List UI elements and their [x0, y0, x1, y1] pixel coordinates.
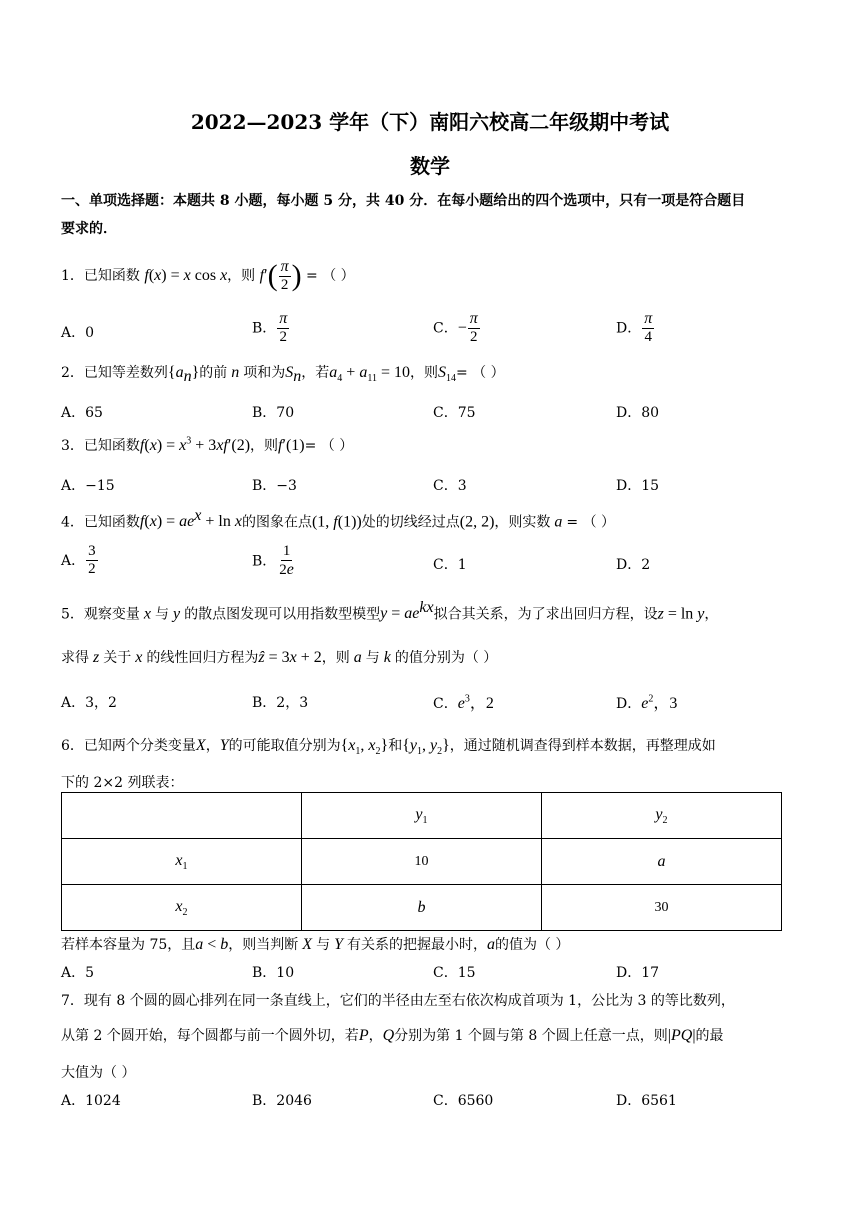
q6-option-c: C．15 — [433, 965, 476, 981]
q4-option-b: B． $\frac{1}{2e}$ — [252, 543, 294, 579]
q7-option-b: B．2046 — [252, 1093, 312, 1109]
q2-option-c: C．75 — [433, 405, 476, 421]
q5-option-b: B．2，3 — [252, 695, 309, 711]
q3-option-c: C．3 — [433, 478, 467, 494]
q2-option-d: D．80 — [616, 405, 660, 421]
q4-option-c: C．1 — [433, 557, 467, 573]
table-row-label-x1: $x_1$ — [62, 839, 302, 885]
table-header-y1: $y_1$ — [301, 793, 541, 839]
table-cell — [62, 793, 302, 839]
exam-title: 2022—2023 学年（下）南阳六校高二年级期中考试 — [190, 110, 670, 134]
question-6-line2: 下的 2×2 列联表： — [61, 775, 184, 791]
table-cell: 30 — [541, 885, 781, 931]
table-cell: a — [541, 839, 781, 885]
table-row — [62, 885, 782, 931]
q3-option-b: B．−3 — [252, 478, 297, 494]
q6-option-b: B．10 — [252, 965, 295, 981]
q1-option-d: D． $\frac{\pi}{4}$ — [616, 310, 653, 346]
question-3: 3．已知函数$f(x) = x^3 + 3xf'(2)$，则f′(1)= （ ） — [61, 435, 354, 454]
q7-option-c: C．6560 — [433, 1093, 494, 1109]
q5-option-c: C．$e^3$，2 — [433, 693, 494, 712]
table-row-label-x2: $x_2$ — [62, 885, 302, 931]
q2-option-b: B．70 — [252, 405, 295, 421]
q3-option-a: A．−15 — [61, 478, 115, 494]
q6-option-d: D．17 — [616, 965, 660, 981]
q2-option-a: A．65 — [61, 405, 103, 421]
table-cell: 10 — [301, 839, 541, 885]
q1-option-c: C．− $\frac{\pi}{2}$ — [433, 310, 478, 346]
contingency-table — [61, 792, 782, 931]
q6-option-a: A．5 — [61, 965, 95, 981]
q5-option-a: A．3，2 — [61, 695, 117, 711]
q4-option-a: A． $\frac{3}{2}$ — [61, 543, 96, 578]
q1-option-a: A．0 — [61, 325, 95, 341]
table-cell: b — [301, 885, 541, 931]
question-1: 1．已知函数 f(x) = x cos x，则 f′( $\frac{\pi}{2}$ ) = （ ） — [61, 257, 355, 294]
q7-option-d: D．6561 — [616, 1093, 677, 1109]
q1-option-b: B． $\frac{\pi}{2}$ — [252, 310, 288, 346]
table-header-y2: $y_2$ — [541, 793, 781, 839]
section-header-line2: 要求的． — [61, 221, 117, 237]
question-7-line2: 从第 2 个圆开始，每个圆都与前一个圆外切，若P，Q分别为第 1 个圆与第 8 个圆上任意一点，则|PQ|的最 — [61, 1027, 724, 1044]
question-7-line3: 大值为（ ） — [61, 1065, 136, 1081]
table-row — [62, 839, 782, 885]
question-7-line1: 7．现有 8 个圆的圆心排列在同一条直线上，它们的半径由左至右依次构成首项为 1，公比为 3 的等比数列， — [61, 993, 735, 1009]
q7-option-a: A．1024 — [61, 1093, 121, 1109]
q4-option-d: D．2 — [616, 557, 651, 573]
question-5-line2: 求得 z 关于 x 的线性回归方程为ẑ = 3x + 2，则 a 与 k 的值分别为（ ） — [61, 649, 498, 666]
question-2: 2．已知等差数列$\{a_n\}$的前 n 项和为$S_n$，若$a_4 + a_{11} = 10$，则$S_{14}=$ （ ） — [61, 364, 505, 386]
q3-option-d: D．15 — [616, 478, 660, 494]
question-4: 4．已知函数$f(x) = ae^x + \ln x$的图象在点(1, f(1))处的切线经过点(2, 2)，则实数 a = （ ） — [61, 507, 616, 531]
question-6-line1: 6．已知两个分类变量X，Y的可能取值分别为{$x_1$, $x_2$}和{$y_1$, $y_2$}，通过随机调查得到样本数据，再整理成如 — [61, 737, 716, 758]
question-5-line1: 5．观察变量 x 与 y 的散点图发现可以用指数型模型$y = ae^{kx}$拟合其关系，为了求出回归方程，设z = ln y， — [61, 599, 719, 623]
section-header-line1: 一、单项选择题：本题共 8 小题，每小题 5 分，共 40 分．在每小题给出的四个选项中，只有一项是符合题目 — [61, 193, 746, 209]
q5-option-d: D．$e^2$，3 — [616, 693, 678, 712]
question-6-after: 若样本容量为 75，且a < b，则当判断 X 与 Y 有关系的把握最小时，a的值为（ ） — [61, 936, 570, 953]
subject-title: 数学 — [410, 154, 450, 178]
table-row — [62, 793, 782, 839]
